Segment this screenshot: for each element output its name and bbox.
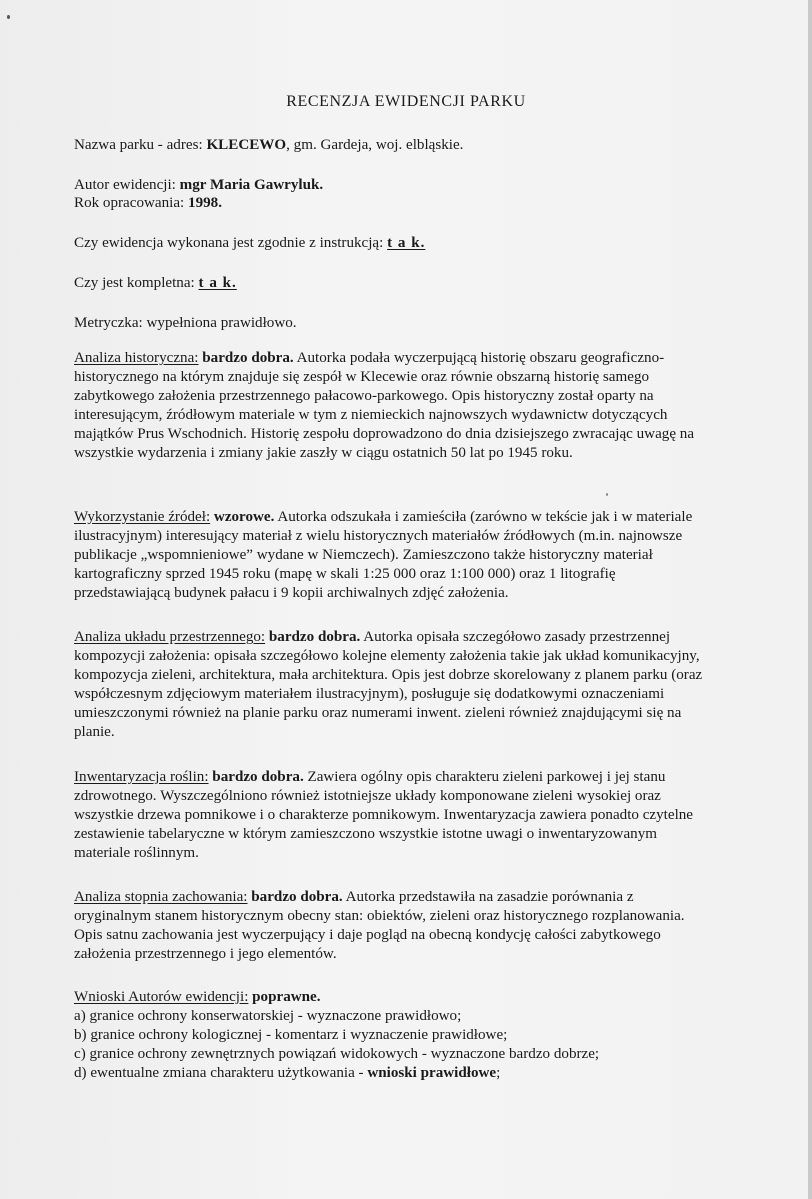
author-name: mgr Maria Gawryluk.: [179, 177, 324, 193]
section-text: Autorka podała wyczerpującą historię obszaru geograficzno-historycznego na którym znajduje się zespół w Klecewie oraz równie obszarną historię samego zabytkowego założenia przestrzennego pałacowo-parkowego. Opis historyczny został oparty na interesującym, źródłowym materiale w tym z niemieckich najnowszych wydawnictw dotyczących majątków Prus Wschodnich. Historię zespołu doprowadzono do dnia dzisiejszego zwracając uwagę na wszystkie wydarzenia i zmiany jakie zaszły w ciągu ostatnich 50 lat po 1945 roku.: [74, 350, 695, 461]
section-heading: Analiza stopnia zachowania:: [74, 889, 248, 905]
instruction-label: Czy ewidencja wykonana jest zgodnie z instrukcją:: [74, 235, 388, 251]
park-location: , gm. Gardeja, woj. elbląskie.: [286, 137, 464, 153]
park-name: KLECEWO: [206, 137, 287, 153]
section-sources: [74, 508, 714, 603]
conclusions-heading: Wnioski Autorów ewidencji:: [74, 989, 249, 1005]
section-heading: Analiza układu przestrzennego:: [74, 629, 266, 645]
conclusions-heading-line: [74, 988, 714, 1007]
conclusions-section: [74, 988, 714, 1083]
conclusion-item: a) granice ochrony konserwatorskiej - wyznaczone prawidłowo;: [74, 1008, 462, 1024]
scan-speck: [7, 15, 10, 19]
document-title: RECENZJA EWIDENCJI PARKU: [286, 93, 526, 110]
section-rating: bardzo dobra.: [208, 769, 304, 785]
author-line: [74, 176, 714, 195]
section-rating: wzorowe.: [210, 509, 275, 525]
conclusion-item-text: d) ewentualne zmiana charakteru użytkowania -: [74, 1065, 368, 1081]
conclusion-item-end: ;: [496, 1065, 501, 1081]
conclusion-item-last: [74, 1064, 714, 1083]
section-rating: bardzo dobra.: [265, 629, 361, 645]
conclusion-item: b) granice ochrony kologicznej - komentarz i wyznaczenie prawidłowe;: [74, 1027, 508, 1043]
scan-speck: [606, 493, 608, 496]
park-label: Nazwa parku - adres:: [74, 137, 207, 153]
section-text: Zawiera ogólny opis charakteru zieleni parkowej i jej stanu zdrowotnego. Wyszczególniono również istotniejsze układy komponowane zieleni wysokiej oraz wszystkie drzewa pomnikowe i o charakterze pomnikowym. Inwentaryzacja zawiera ponadto czytelne zestawienie tabelaryczne w którym zamieszczono wszystkie istotne uwagi o inwentaryzowanym materiale roślinnym.: [74, 769, 694, 861]
complete-line: [74, 274, 714, 293]
conclusion-item-verdict: wnioski prawidłowe: [367, 1065, 497, 1081]
section-heading: Wykorzystanie źródeł:: [74, 509, 211, 525]
author-label: Autor ewidencji:: [74, 177, 180, 193]
section-historical-analysis: [74, 349, 714, 463]
section-plant-inventory: [74, 768, 714, 863]
conclusions-rating: poprawne.: [248, 989, 321, 1005]
year-label: Rok opracowania:: [74, 195, 189, 211]
section-rating: bardzo dobra.: [198, 350, 294, 366]
section-preservation-analysis: [74, 888, 714, 964]
section-text: Autorka odszukała i zamieściła (zarówno w tekście jak i w materiale ilustracyjnym) interesujący materiał z wielu historycznych materiałów źródłowych (m.in. najnowsze publikacje „wspomnieniowe” wydane w Niemczech). Zamieszczono także historyczny materiał kartograficzny sprzed 1945 roku (mapę w skali 1:25 000 oraz 1:100 000) oraz 1 litografię przedstawiającą budynek pałacu i 9 kopii archiwalnych zdjęć założenia.: [74, 509, 693, 601]
page-edge-shadow: [808, 0, 812, 1199]
section-heading: Inwentaryzacja roślin:: [74, 769, 209, 785]
instruction-line: [74, 234, 714, 253]
year-line: [74, 194, 714, 213]
instruction-answer: t a k.: [387, 235, 426, 251]
complete-label: Czy jest kompletna:: [74, 275, 199, 291]
year-value: 1998.: [188, 195, 222, 211]
section-rating: bardzo dobra.: [247, 889, 343, 905]
park-name-line: [74, 136, 714, 155]
conclusion-item: c) granice ochrony zewnętrznych powiązań widokowych - wyznaczone bardzo dobrze;: [74, 1046, 600, 1062]
section-text: Autorka przedstawiła na zasadzie porównania z oryginalnym stanem historycznym obecny stan: obiektów, zieleni oraz historycznego rozplanowania. Opis satnu zachowania jest wyczerpujący i daje pogląd na obecną kondycję całości zabytkowego założenia przestrzennego i jego elementów.: [74, 889, 685, 962]
section-spatial-analysis: [74, 628, 714, 742]
section-heading: Analiza historyczna:: [74, 350, 199, 366]
section-text: Autorka opisała szczegółowo zasady przestrzennej kompozycji założenia: opisała szczegółowo kolejne elementy założenia takie jak układ komunikacyjny, kompozycja zieleni, architektura, mała architektura. Opis jest dobrze skorelowany z planem parku (oraz współczesnym zdjęciowym materiałem ilustracyjnym), posługuje się dodatkowymi oznaczeniami umieszczonymi również na planie parku oraz numerami inwent. zieleni również znajdującymi się na planie.: [74, 629, 703, 740]
metryczka-line: Metryczka: wypełniona prawidłowo.: [74, 315, 297, 331]
complete-answer: t a k.: [198, 275, 237, 291]
